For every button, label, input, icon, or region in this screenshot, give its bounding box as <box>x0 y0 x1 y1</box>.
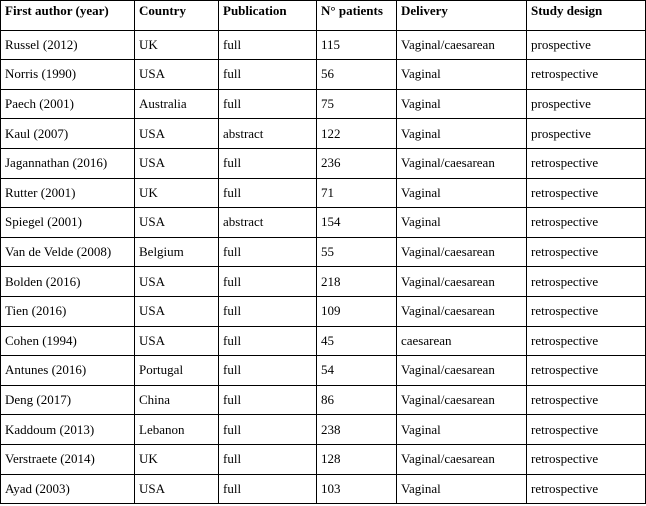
table-row <box>1 474 646 504</box>
cell-country: UK <box>135 178 219 208</box>
cell-patients: 54 <box>317 356 397 386</box>
cell-publication: full <box>219 415 317 445</box>
cell-publication: full <box>219 267 317 297</box>
cell-delivery: Vaginal/caesarean <box>397 237 527 267</box>
cell-patients: 154 <box>317 208 397 238</box>
header-publication: Publication <box>219 1 317 31</box>
cell-publication: full <box>219 148 317 178</box>
table-row <box>1 89 646 119</box>
cell-publication: abstract <box>219 208 317 238</box>
cell-first-author: Norris (1990) <box>1 60 135 90</box>
table-header <box>1 1 646 31</box>
cell-patients: 71 <box>317 178 397 208</box>
cell-study-design: prospective <box>527 89 646 119</box>
cell-country: USA <box>135 326 219 356</box>
cell-country: Portugal <box>135 356 219 386</box>
cell-country: China <box>135 385 219 415</box>
cell-study-design: retrospective <box>527 267 646 297</box>
cell-delivery: Vaginal <box>397 119 527 149</box>
cell-patients: 128 <box>317 444 397 474</box>
table-row <box>1 60 646 90</box>
cell-patients: 86 <box>317 385 397 415</box>
cell-delivery: Vaginal <box>397 208 527 238</box>
cell-delivery: Vaginal/caesarean <box>397 30 527 60</box>
cell-country: USA <box>135 60 219 90</box>
cell-publication: full <box>219 474 317 504</box>
table-row <box>1 237 646 267</box>
cell-delivery: caesarean <box>397 326 527 356</box>
cell-publication: full <box>219 89 317 119</box>
table-row <box>1 385 646 415</box>
cell-study-design: retrospective <box>527 60 646 90</box>
cell-delivery: Vaginal <box>397 474 527 504</box>
cell-study-design: retrospective <box>527 385 646 415</box>
cell-publication: full <box>219 296 317 326</box>
header-delivery: Delivery <box>397 1 527 31</box>
cell-delivery: Vaginal <box>397 89 527 119</box>
cell-first-author: Rutter (2001) <box>1 178 135 208</box>
cell-publication: full <box>219 60 317 90</box>
cell-patients: 109 <box>317 296 397 326</box>
cell-country: USA <box>135 474 219 504</box>
cell-patients: 115 <box>317 30 397 60</box>
table-row <box>1 30 646 60</box>
cell-publication: full <box>219 326 317 356</box>
cell-study-design: retrospective <box>527 356 646 386</box>
cell-country: UK <box>135 444 219 474</box>
cell-study-design: retrospective <box>527 237 646 267</box>
cell-study-design: prospective <box>527 119 646 149</box>
table-row <box>1 356 646 386</box>
cell-country: USA <box>135 119 219 149</box>
cell-study-design: retrospective <box>527 148 646 178</box>
header-country: Country <box>135 1 219 31</box>
cell-first-author: Russel (2012) <box>1 30 135 60</box>
cell-delivery: Vaginal <box>397 60 527 90</box>
table-body <box>1 30 646 504</box>
cell-study-design: retrospective <box>527 415 646 445</box>
cell-country: USA <box>135 208 219 238</box>
cell-first-author: Verstraete (2014) <box>1 444 135 474</box>
cell-patients: 75 <box>317 89 397 119</box>
cell-patients: 55 <box>317 237 397 267</box>
cell-first-author: Paech (2001) <box>1 89 135 119</box>
header-row <box>1 1 646 31</box>
cell-patients: 236 <box>317 148 397 178</box>
table-row <box>1 296 646 326</box>
cell-study-design: retrospective <box>527 296 646 326</box>
cell-delivery: Vaginal/caesarean <box>397 296 527 326</box>
cell-first-author: Kaddoum (2013) <box>1 415 135 445</box>
cell-publication: full <box>219 237 317 267</box>
cell-delivery: Vaginal/caesarean <box>397 356 527 386</box>
cell-publication: full <box>219 30 317 60</box>
cell-first-author: Bolden (2016) <box>1 267 135 297</box>
cell-country: USA <box>135 148 219 178</box>
cell-publication: full <box>219 356 317 386</box>
cell-delivery: Vaginal/caesarean <box>397 148 527 178</box>
cell-patients: 238 <box>317 415 397 445</box>
cell-country: Australia <box>135 89 219 119</box>
cell-first-author: Ayad (2003) <box>1 474 135 504</box>
cell-first-author: Antunes (2016) <box>1 356 135 386</box>
cell-study-design: prospective <box>527 30 646 60</box>
cell-publication: full <box>219 178 317 208</box>
cell-first-author: Jagannathan (2016) <box>1 148 135 178</box>
header-patients: N° patients <box>317 1 397 31</box>
cell-country: Lebanon <box>135 415 219 445</box>
cell-patients: 56 <box>317 60 397 90</box>
cell-patients: 218 <box>317 267 397 297</box>
table-row <box>1 415 646 445</box>
cell-study-design: retrospective <box>527 208 646 238</box>
cell-study-design: retrospective <box>527 178 646 208</box>
cell-study-design: retrospective <box>527 326 646 356</box>
table-row <box>1 148 646 178</box>
cell-country: USA <box>135 296 219 326</box>
cell-first-author: Tien (2016) <box>1 296 135 326</box>
cell-study-design: retrospective <box>527 474 646 504</box>
cell-patients: 122 <box>317 119 397 149</box>
cell-delivery: Vaginal/caesarean <box>397 267 527 297</box>
cell-patients: 45 <box>317 326 397 356</box>
cell-publication: full <box>219 444 317 474</box>
cell-delivery: Vaginal <box>397 178 527 208</box>
cell-first-author: Cohen (1994) <box>1 326 135 356</box>
table-row <box>1 444 646 474</box>
cell-delivery: Vaginal/caesarean <box>397 444 527 474</box>
cell-study-design: retrospective <box>527 444 646 474</box>
cell-first-author: Kaul (2007) <box>1 119 135 149</box>
cell-publication: full <box>219 385 317 415</box>
cell-delivery: Vaginal <box>397 415 527 445</box>
table-row <box>1 326 646 356</box>
cell-first-author: Spiegel (2001) <box>1 208 135 238</box>
cell-country: Belgium <box>135 237 219 267</box>
cell-first-author: Deng (2017) <box>1 385 135 415</box>
table-row <box>1 178 646 208</box>
cell-publication: abstract <box>219 119 317 149</box>
cell-delivery: Vaginal/caesarean <box>397 385 527 415</box>
cell-country: USA <box>135 267 219 297</box>
header-study-design: Study design <box>527 1 646 31</box>
table-row <box>1 119 646 149</box>
table-row <box>1 267 646 297</box>
cell-first-author: Van de Velde (2008) <box>1 237 135 267</box>
cell-country: UK <box>135 30 219 60</box>
cell-patients: 103 <box>317 474 397 504</box>
table-row <box>1 208 646 238</box>
header-first-author: First author (year) <box>1 1 135 31</box>
